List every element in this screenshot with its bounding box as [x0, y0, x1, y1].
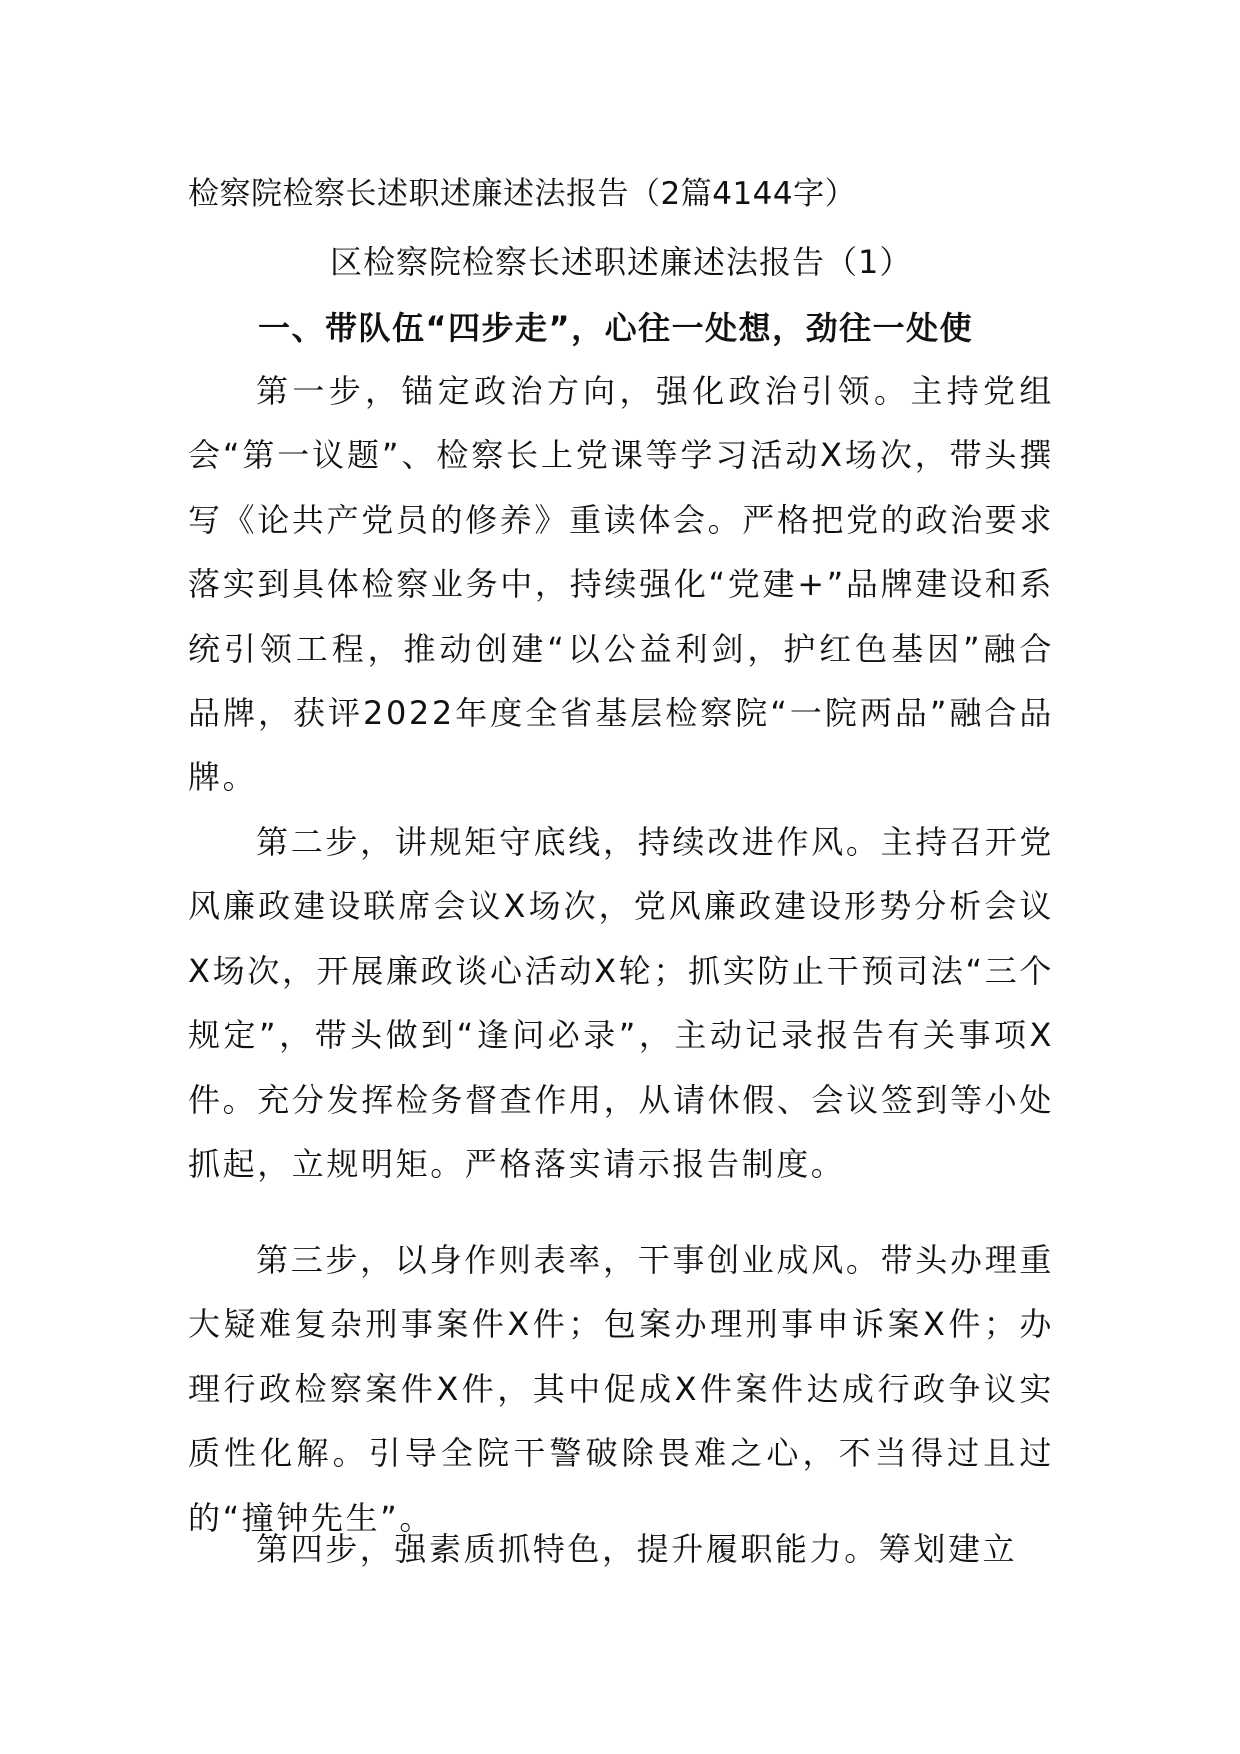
report-subtitle: 区检察院检察长述职述廉述法报告（1） [330, 243, 913, 281]
paragraph-step-one: 第一步，锚定政治方向，强化政治引领。主持党组会“第一议题”、检察长上党课等学习活动X场次，带头撰写《论共产党员的修养》重读体会。严格把党的政治要求落实到具体检察业务中，持续强化“党建+”品牌建设和系统引领工程，推动创建“以公益利剑，护红色基因”融合品牌，获评2022年度全省基层检察院“一院两品”融合品牌。 [188, 372, 1054, 797]
paragraph-step-three: 第三步，以身作则表率，干事创业成风。带头办理重大疑难复杂刑事案件X件；包案办理刑事申诉案X件；办理行政检察案件X件，其中促成X件案件达成行政争议实质性化解。引导全院干警破除畏难之心，不当得过且过的“撞钟先生”。 [188, 1241, 1054, 1537]
section-heading: 一、带队伍“四步走”，心往一处想，劲往一处使 [258, 309, 974, 347]
paragraph-step-two: 第二步，讲规矩守底线，持续改进作风。主持召开党风廉政建设联席会议X场次，党风廉政建设形势分析会议X场次，开展廉政谈心活动X轮；抓实防止干预司法“三个规定”，带头做到“逢问必录”，主动记录报告有关事项X件。充分发挥检务督查作用，从请休假、会议签到等小处抓起，立规明矩。严格落实请示报告制度。 [188, 823, 1054, 1184]
paragraph-step-four: 第四步，强素质抓特色，提升履职能力。筹划建立 [256, 1530, 1018, 1568]
document-title: 检察院检察长述职述廉述法报告（2篇4144字） [188, 176, 857, 212]
